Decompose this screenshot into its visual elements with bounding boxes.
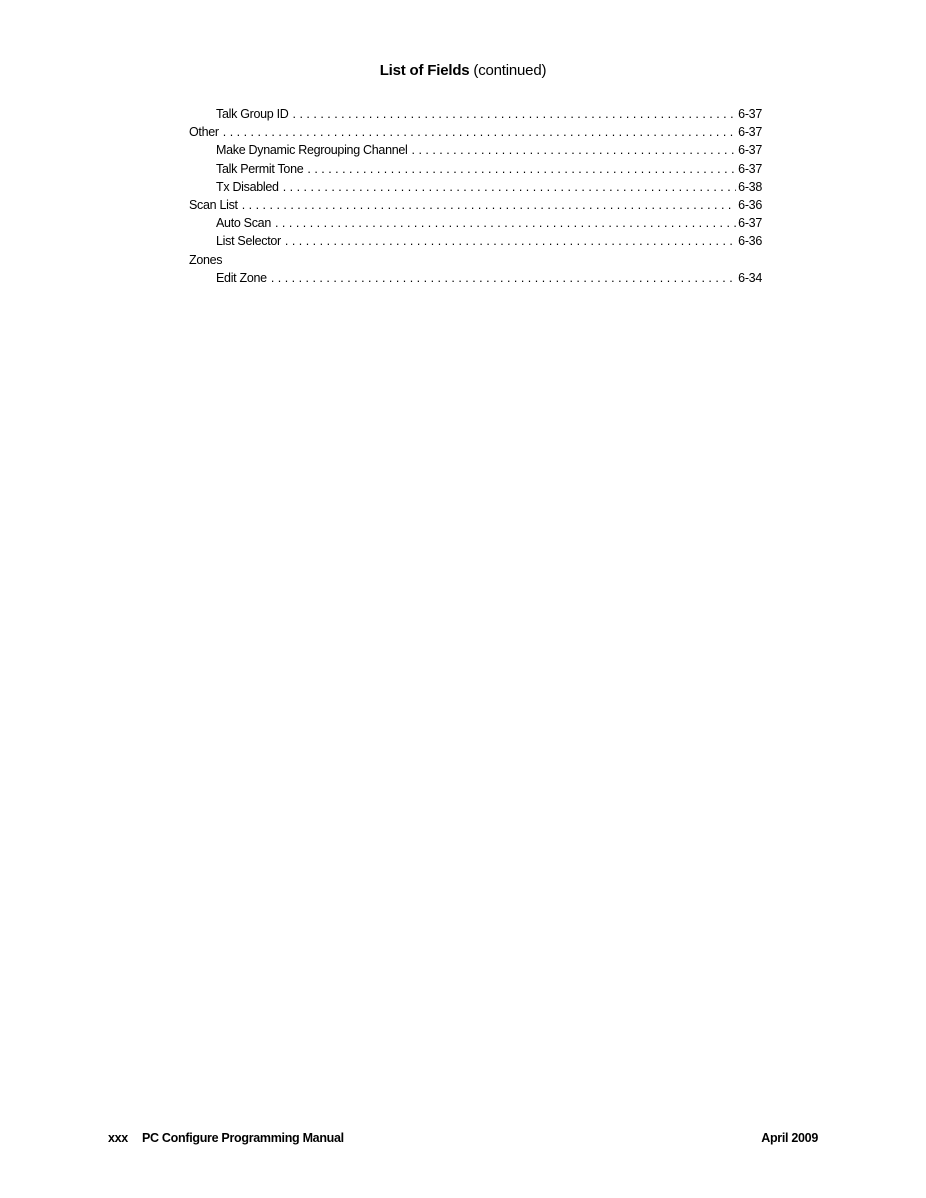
toc-entry-label: Talk Group ID bbox=[216, 107, 289, 121]
toc-dot-leader bbox=[285, 232, 736, 250]
toc-entry-page: 6-36 bbox=[738, 197, 762, 212]
toc-entry-page: 6-37 bbox=[738, 161, 762, 176]
toc-entry-label: List Selector bbox=[216, 234, 281, 249]
toc-entry-page: 6-36 bbox=[738, 234, 762, 249]
toc-entry bbox=[189, 269, 762, 287]
footer-page-number: xxx bbox=[108, 1131, 128, 1145]
toc-entry-label: Tx Disabled bbox=[216, 179, 279, 194]
toc-dot-leader bbox=[271, 269, 736, 287]
toc-entry bbox=[189, 123, 762, 141]
toc-entry-page: 6-37 bbox=[738, 125, 762, 140]
toc-dot-leader bbox=[223, 123, 736, 141]
toc-dot-leader bbox=[283, 178, 736, 196]
toc-entry-page: 6-38 bbox=[738, 179, 762, 194]
footer-date: April 2009 bbox=[761, 1131, 818, 1145]
toc-entry bbox=[189, 160, 762, 178]
toc-dot-leader bbox=[242, 196, 736, 214]
toc-entry-page: 6-37 bbox=[738, 107, 762, 121]
toc-entry-label: Scan List bbox=[189, 197, 238, 212]
toc-entry bbox=[189, 105, 762, 123]
page-title bbox=[0, 62, 926, 79]
toc-entry-page: 6-37 bbox=[738, 143, 762, 158]
toc-entry-page: 6-37 bbox=[738, 216, 762, 231]
toc-dot-leader bbox=[293, 105, 737, 123]
toc-entry-label: Zones bbox=[189, 252, 223, 267]
toc-dot-leader bbox=[275, 214, 736, 232]
toc-dot-leader bbox=[307, 160, 736, 178]
footer-manual-title: PC Configure Programming Manual bbox=[142, 1131, 344, 1145]
toc-entry bbox=[189, 196, 762, 214]
toc-entry-label: Talk Permit Tone bbox=[216, 161, 304, 176]
toc-entry-label: Make Dynamic Regrouping Channel bbox=[216, 143, 408, 158]
toc-entry-label: Auto Scan bbox=[216, 216, 271, 231]
toc-entry bbox=[189, 214, 762, 232]
toc-entry bbox=[189, 232, 762, 250]
toc-entry bbox=[189, 178, 762, 196]
toc-entry-page: 6-34 bbox=[738, 270, 762, 285]
toc-entry bbox=[189, 141, 762, 159]
toc-list bbox=[189, 105, 762, 287]
toc-entry-label: Edit Zone bbox=[216, 270, 267, 285]
toc-entry-label: Other bbox=[189, 125, 219, 140]
toc-dot-leader bbox=[412, 141, 737, 159]
page-title-main: List of Fields bbox=[379, 62, 470, 79]
toc-section-heading bbox=[189, 251, 762, 269]
page-title-suffix: (continued) bbox=[473, 62, 547, 79]
